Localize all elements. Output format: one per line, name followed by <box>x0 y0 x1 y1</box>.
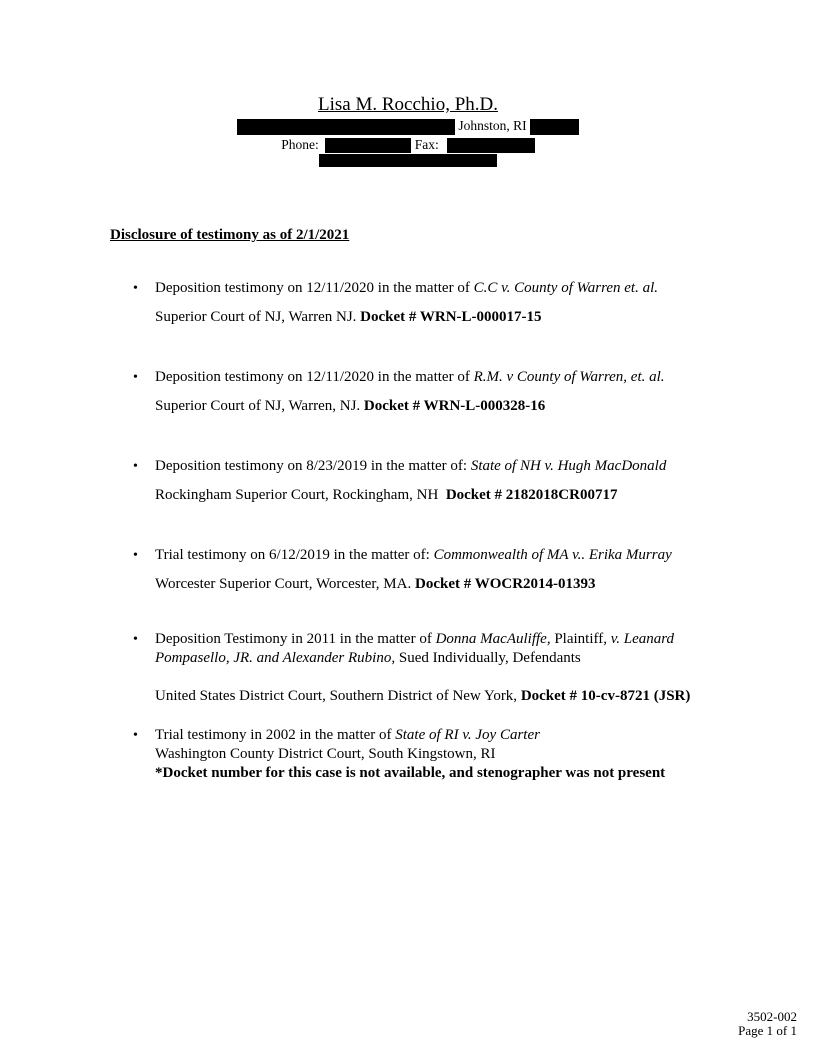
redaction-bar <box>237 119 455 135</box>
testimony-list <box>110 274 720 783</box>
text-run: C.C v. County of Warren et. al. <box>473 280 659 297</box>
redacted-line <box>0 153 816 168</box>
testimony-item <box>110 363 720 421</box>
text-run: *Docket number for this case is not available, and stenographer was not present <box>155 765 666 782</box>
phone-fax-line <box>0 136 816 153</box>
text-run: Docket # 10-cv-8721 (JSR) <box>520 688 691 705</box>
document-number: 3502-002 <box>747 1009 797 1024</box>
text-run: Donna MacAuliffe, <box>435 631 551 648</box>
text-run: State of RI v. Joy Carter <box>395 727 540 744</box>
text-run: Worcester Superior Court, Worcester, MA. <box>155 576 415 593</box>
blank-line <box>155 668 720 687</box>
page-number: Page 1 of 1 <box>738 1023 797 1038</box>
section-heading: Disclosure of testimony as of 2/1/2021 <box>110 227 350 244</box>
text-line <box>155 630 720 649</box>
testimony-text <box>155 630 720 706</box>
text-line <box>155 687 720 706</box>
text-run: Sued Individually, Defendants <box>395 650 581 667</box>
bullet-marker: • <box>133 632 138 648</box>
text-run: Washington County District Court, South Kingstown, RI <box>155 746 496 763</box>
document-title: Lisa M. Rocchio, Ph.D. <box>318 94 498 115</box>
text-run: Docket # WRN-L-000328-16 <box>363 398 546 415</box>
phone-label: Phone: <box>281 137 319 152</box>
text-run: Deposition Testimony in 2011 in the matter of <box>155 631 436 648</box>
testimony-item <box>110 726 720 783</box>
testimony-item <box>110 630 720 706</box>
text-line <box>155 481 720 510</box>
text-line <box>155 726 720 745</box>
text-line <box>155 745 720 764</box>
text-run: Pompasello, JR. and Alexander Rubino, <box>155 650 396 667</box>
redaction-bar <box>319 154 497 167</box>
text-run: Docket # WRN-L-000017-15 <box>360 309 542 326</box>
text-run: Plaintiff, <box>550 631 611 648</box>
bullet-marker: • <box>133 281 138 297</box>
text-run: Docket # 2182018CR00717 <box>445 487 618 504</box>
text-run: v. Leanard <box>610 631 675 648</box>
text-line <box>155 303 720 332</box>
text-run: Docket # WOCR2014-01393 <box>414 576 596 593</box>
testimony-item <box>110 452 720 510</box>
address-line <box>0 116 816 136</box>
text-line <box>155 392 720 421</box>
text-run: United States District Court, Southern District of New York, <box>155 688 521 705</box>
text-line <box>155 764 720 783</box>
document-footer <box>738 1010 797 1038</box>
redaction-bar <box>325 138 411 153</box>
text-run: Superior Court of NJ, Warren, NJ. <box>155 398 364 415</box>
text-run: Deposition testimony on 12/11/2020 in the matter of <box>155 369 474 386</box>
bullet-marker: • <box>133 728 138 744</box>
text-run: Superior Court of NJ, Warren NJ. <box>155 309 361 326</box>
text-line <box>155 363 720 392</box>
redaction-bar <box>447 138 535 153</box>
text-run: Deposition testimony on 8/23/2019 in the matter of: <box>155 458 471 475</box>
testimony-text <box>155 726 720 783</box>
text-line <box>155 570 720 599</box>
redaction-bar <box>530 119 579 135</box>
text-run: Commonwealth of MA v.. Erika Murray <box>433 547 672 564</box>
address-city: Johnston, RI <box>458 118 527 133</box>
testimony-text <box>155 541 720 599</box>
testimony-text <box>155 452 720 510</box>
text-run: Trial testimony in 2002 in the matter of <box>155 727 396 744</box>
bullet-marker: • <box>133 459 138 475</box>
text-run: Trial testimony on 6/12/2019 in the matter of: <box>155 547 434 564</box>
text-line <box>155 541 720 570</box>
fax-label: Fax: <box>414 137 439 152</box>
testimony-item <box>110 274 720 332</box>
text-run: State of NH v. Hugh MacDonald <box>470 458 667 475</box>
document-header <box>0 94 816 168</box>
testimony-text <box>155 363 720 421</box>
text-run: Rockingham Superior Court, Rockingham, NH <box>155 487 446 504</box>
bullet-marker: • <box>133 548 138 564</box>
text-line <box>155 452 720 481</box>
text-run: R.M. v County of Warren, et. al. <box>473 369 665 386</box>
bullet-marker: • <box>133 370 138 386</box>
testimony-text <box>155 274 720 332</box>
testimony-item <box>110 541 720 599</box>
text-line <box>155 649 720 668</box>
text-line <box>155 274 720 303</box>
text-run: Deposition testimony on 12/11/2020 in the matter of <box>155 280 474 297</box>
